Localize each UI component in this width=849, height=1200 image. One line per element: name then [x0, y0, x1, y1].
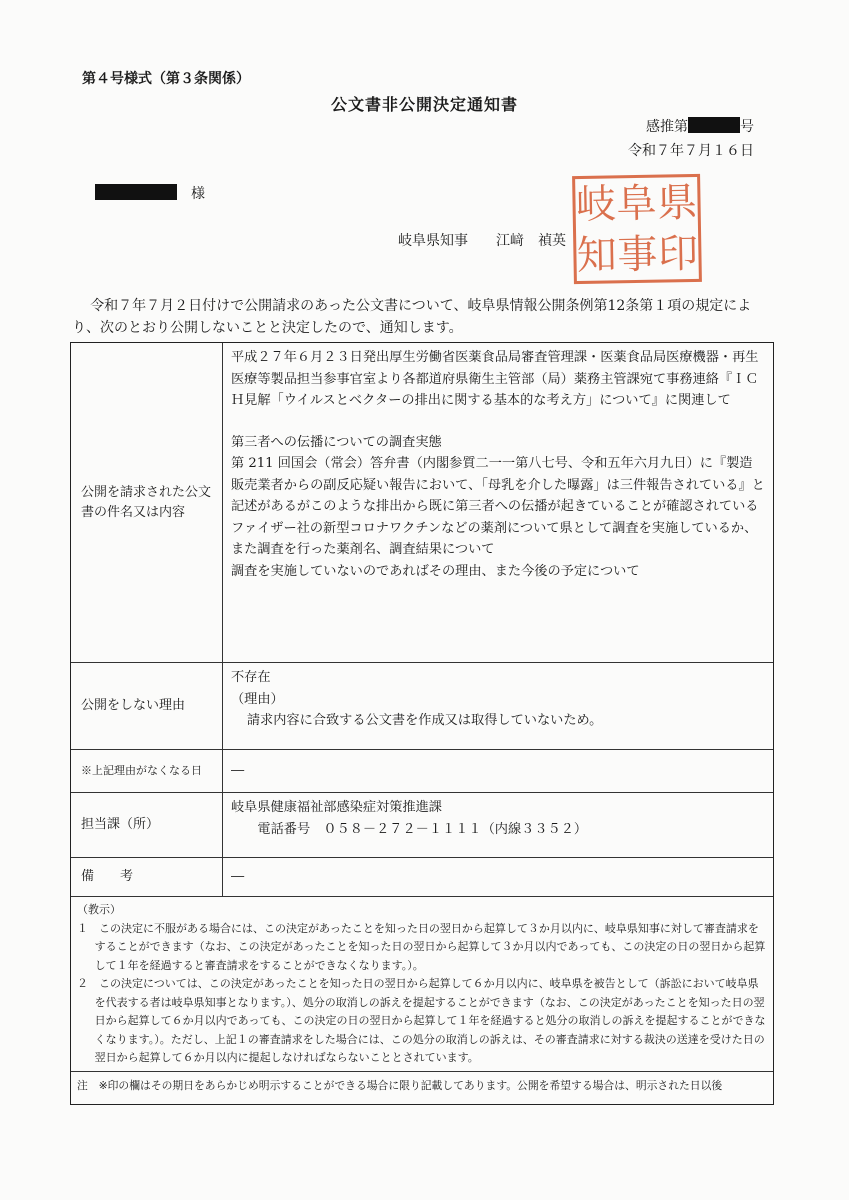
issue-date: 令和７年７月１６日 — [628, 143, 754, 159]
redaction-box — [688, 117, 740, 133]
document-title: 公文書非公開決定通知書 — [330, 95, 518, 114]
table-row-expiry — [71, 750, 773, 793]
department-name: 岐阜県健康福祉部感染症対策推進課 — [231, 800, 442, 815]
addressee-suffix: 様 — [191, 186, 205, 202]
addressee — [95, 183, 205, 203]
seal-char: 岐 — [575, 180, 617, 228]
table-row-instructions — [71, 897, 773, 1072]
department-phone: 電話番号 ０５８－２７２－１１１１（内線３３５２） — [257, 821, 588, 837]
subject-text: 第 211 回国会（常会）答弁書（内閣参質二一一第八七号、令和五年六月九日）に『製造販売業者からの副反応疑い報告において、「母乳を介した曝露」は三件報告されている』と記述があるがこのような排出から既に第三者への伝播が起きていることが確認されているファイザー社の新型コロナワクチンなどの薬剤について県として調査を実施しているか、また調査を行った薬剤名、調査結果について — [231, 456, 765, 557]
table-row-footnote — [71, 1072, 773, 1104]
instruction-item: １ この決定に不服がある場合には、この決定があったことを知った日の翌日から起算して３か月以内に、岐阜県知事に対して審査請求をすることができます（なお、この決定があったことを知った日の翌日から起算して３か月以内であっても、この決定の日の翌日から起算して１年を経過すると審査請求をすることができなくなります。）。 — [77, 921, 766, 972]
instruction-item: ２ この決定については、この決定があったことを知った日の翌日から起算して６か月以内に、岐阜県を被告として（訴訟において岐阜県を代表する者は岐阜県知事となります。）、処分の取消しの訴えを提起することができます（なお、この決定があったことを知った日の翌日から起算して６か月以内であっても、この決定の日の翌日から起算して１年を経過すると処分の取消しの訴えを提起することができなくなります。）。ただし、上記１の審査請求をした場合には、この処分の取消しの訴えは、その審査請求に対する裁決の送達を受けた日の翌日から起算して６か月以内に提起しなければならないこととされています。 — [77, 977, 766, 1064]
intro-paragraph: 令和７年７月２日付けで公開請求のあった公文書について、岐阜県情報公開条例第12条第１項の規定により、次のとおり公開しないことと決定したので、通知します。 — [72, 298, 752, 336]
reason-text: 請求内容に合致する公文書を作成又は取得していないため。 — [246, 713, 603, 728]
seal-char: 県 — [656, 179, 698, 227]
seal-char: 印 — [657, 230, 699, 278]
seal-char: 阜 — [616, 180, 657, 227]
row-label: 備 考 — [71, 858, 223, 896]
sender-name: 岐阜県知事 江﨑 禎英 — [398, 233, 566, 249]
reason-text: 不存在 — [231, 670, 271, 685]
table-row-department — [71, 793, 773, 858]
official-seal — [572, 174, 702, 284]
row-label: 担当課（所） — [71, 793, 223, 857]
document-number — [646, 116, 754, 136]
row-label: 公開を請求された公文書の件名又は内容 — [71, 343, 223, 662]
form-number: 第４号様式（第３条関係） — [82, 71, 250, 87]
instructions-heading: （教示） — [77, 903, 121, 916]
row-value: ― — [231, 763, 245, 779]
instructions — [71, 897, 773, 1071]
footnote: 注 ※印の欄はその期日をあらかじめ明示することができる場合に限り記載してあります。公開を希望する場合は、明示された日以後 — [77, 1079, 723, 1092]
row-value: ― — [231, 869, 245, 885]
row-value — [223, 343, 773, 662]
document-number-prefix: 感推第 — [646, 119, 688, 135]
decision-table — [70, 342, 774, 1105]
reason-text: （理由） — [231, 691, 284, 707]
row-label: 公開をしない理由 — [71, 663, 223, 749]
row-value — [223, 663, 773, 749]
redaction-box — [95, 184, 177, 200]
subject-text: 第三者への伝播についての調査実態 — [231, 434, 442, 450]
table-row-subject — [71, 343, 773, 663]
seal-char: 事 — [617, 231, 658, 278]
seal-char: 知 — [576, 231, 618, 279]
subject-text: 調査を実施していないのであればその理由、また今後の予定について — [231, 563, 640, 579]
subject-text: 平成２７年６月２３日発出厚生労働省医薬食品局審査管理課・医薬食品局医療機器・再生医療等製品担当参事官室より各都道府県衛生主管部（局）薬務主管課宛て事務連絡『ＩＣＨ見解「ウイルスとベクターの排出に関する基本的な考え方」について』に関連して — [231, 350, 759, 408]
row-value — [223, 793, 773, 857]
table-row-remarks — [71, 858, 773, 897]
table-row-reason — [71, 663, 773, 750]
document-number-suffix: 号 — [740, 119, 754, 135]
row-label: ※上記理由がなくなる日 — [71, 750, 223, 792]
